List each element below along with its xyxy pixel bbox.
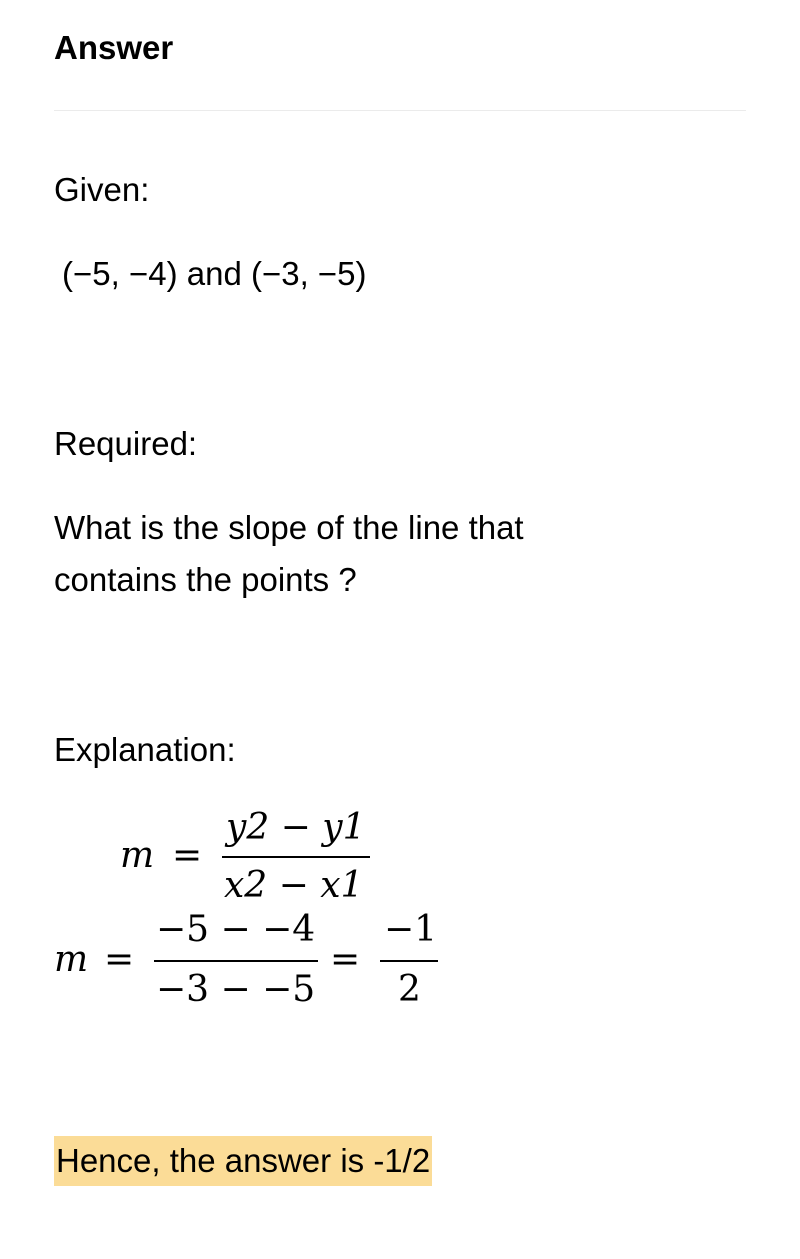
slope-variable: m	[54, 939, 89, 980]
calculation-numerator: −5 − −4	[156, 909, 316, 950]
highlighted-conclusion: Hence, the answer is -1/2	[54, 1136, 432, 1186]
result-denominator: 2	[398, 969, 421, 1010]
equals-sign: =	[172, 835, 203, 876]
calculation-denominator: −3 − −5	[156, 969, 316, 1010]
equals-sign: =	[104, 939, 135, 980]
required-question-line-1: What is the slope of the line that	[54, 509, 524, 546]
formula-numerator: y2 − y1	[226, 807, 366, 848]
result-fraction-bar	[380, 960, 438, 962]
result-numerator: −1	[384, 909, 438, 950]
formula-denominator: x2 − x1	[224, 865, 364, 906]
calculation-fraction-bar	[154, 960, 318, 962]
given-points: (−5, −4) and (−3, −5)	[62, 255, 367, 292]
answer-heading: Answer	[54, 29, 174, 66]
given-label: Given:	[54, 171, 150, 208]
required-label: Required:	[54, 425, 198, 462]
slope-variable: m	[120, 835, 155, 876]
equals-sign: =	[330, 939, 361, 980]
formula-fraction-bar	[222, 856, 370, 858]
required-question-line-2: contains the points ?	[54, 561, 357, 598]
explanation-label: Explanation:	[54, 731, 236, 768]
divider	[54, 110, 746, 111]
